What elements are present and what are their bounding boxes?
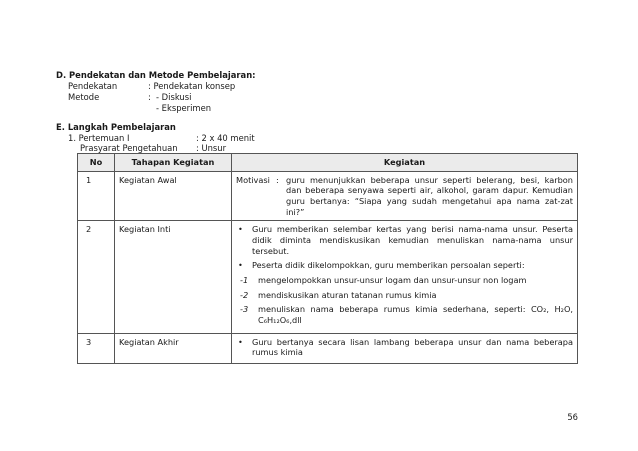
bullet-icon: • <box>238 260 243 271</box>
pertemuan-value: : 2 x 40 menit <box>196 133 255 143</box>
motivasi-separator: : <box>276 174 279 185</box>
header-no: No <box>78 154 115 172</box>
sub-item <box>240 304 573 325</box>
sub-item <box>240 275 573 286</box>
sub-marker: -1 <box>240 274 249 285</box>
bullet-item <box>236 260 573 271</box>
lesson-steps-table <box>77 153 578 364</box>
bullet-text: Guru bertanya secara lisan lambang beberapa unsur dan nama beberapa rumus kimia <box>252 336 573 358</box>
motivasi-label: Motivasi <box>236 174 270 185</box>
table-row <box>78 171 578 221</box>
row-kegiatan <box>232 221 578 333</box>
section-d-heading: D. Pendekatan dan Metode Pembelajaran: <box>56 70 256 80</box>
pendekatan-label: Pendekatan <box>68 81 118 91</box>
sub-item <box>240 290 573 301</box>
bullet-text: Guru memberikan selembar kertas yang berisi nama-nama unsur. Peserta didik diminta mendiskusikan kemudian menuliskan nama-nama unsur tersebut. <box>252 224 573 256</box>
bullet-icon: • <box>238 224 243 235</box>
row-tahap: Kegiatan Inti <box>115 221 232 333</box>
header-kegiatan: Kegiatan <box>232 154 578 172</box>
metode-colon: : <box>148 92 151 102</box>
table-row <box>78 221 578 333</box>
row-kegiatan <box>232 171 578 221</box>
section-e-heading: E. Langkah Pembelajaran <box>56 122 176 132</box>
metode-item: - Diskusi <box>156 92 192 102</box>
sub-marker: -3 <box>240 304 249 315</box>
metode-label: Metode <box>68 92 100 102</box>
row-no: 1 <box>78 171 115 221</box>
sub-text: menuliskan nama beberapa rumus kimia sederhana, seperti: CO₂, H₂O, C₆H₁₂O₆,dll <box>258 304 573 325</box>
row-tahap: Kegiatan Awal <box>115 171 232 221</box>
table-row <box>78 333 578 363</box>
motivasi-text: guru menunjukkan beberapa unsur seperti belerang, besi, karbon dan beberapa senyawa seperti air, alkohol, garam dapur. Kemudian guru bertanya: “Siapa yang sudah mengetahui apa nama zat-zat ini?” <box>286 174 573 217</box>
metode-item: - Eksperimen <box>156 103 212 113</box>
motivasi-block <box>236 175 573 218</box>
row-no: 3 <box>78 333 115 363</box>
bullet-icon: • <box>238 336 243 347</box>
bullet-item <box>236 337 573 358</box>
pendekatan-value: : Pendekatan konsep <box>148 81 236 91</box>
sub-text: mendiskusikan aturan tatanan rumus kimia <box>258 289 437 300</box>
bullet-item <box>236 224 573 256</box>
row-tahap: Kegiatan Akhir <box>115 333 232 363</box>
prasyarat-value: : Unsur <box>196 143 227 153</box>
header-tahapan: Tahapan Kegiatan <box>115 154 232 172</box>
sub-marker: -2 <box>240 289 249 300</box>
bullet-text: Peserta didik dikelompokkan, guru memberikan persoalan seperti: <box>252 260 525 271</box>
pertemuan-label: 1. Pertemuan I <box>68 133 130 143</box>
row-kegiatan <box>232 333 578 363</box>
row-no: 2 <box>78 221 115 333</box>
prasyarat-label: Prasyarat Pengetahuan <box>80 143 178 153</box>
page-number: 56 <box>567 412 578 422</box>
table-header-row <box>78 154 578 172</box>
sub-text: mengelompokkan unsur-unsur logam dan unsur-unsur non logam <box>258 274 527 285</box>
